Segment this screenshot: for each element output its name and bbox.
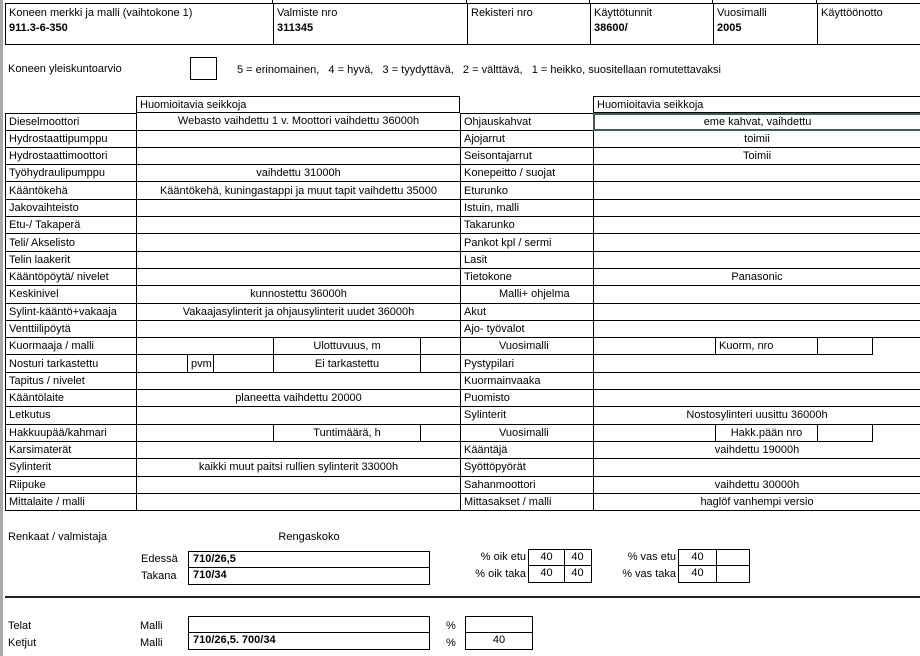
header-cell bbox=[273, 3, 467, 45]
table-row bbox=[460, 390, 920, 407]
table-row bbox=[460, 373, 920, 390]
front-label: Edessä bbox=[141, 553, 178, 565]
tracks-label: Telat bbox=[8, 620, 32, 632]
row-label: Ajo- työvalot bbox=[460, 321, 593, 338]
header-cell-label: Vuosimalli bbox=[717, 7, 767, 19]
header-cell-value[interactable]: 38600/ bbox=[594, 22, 628, 34]
header-cell bbox=[817, 3, 920, 45]
table-row bbox=[5, 252, 460, 269]
row-label: Venttiilipöytä bbox=[5, 321, 136, 338]
row-value-cell[interactable] bbox=[136, 234, 460, 251]
table-row bbox=[460, 355, 920, 372]
table-row bbox=[5, 338, 460, 355]
header-cell bbox=[590, 3, 713, 45]
table-row bbox=[460, 459, 920, 476]
table-row bbox=[5, 390, 460, 407]
row-label: Dieselmoottori bbox=[5, 113, 136, 130]
row-value-cell[interactable]: Toimii bbox=[593, 148, 920, 165]
pct-right-front-label: % oik etu bbox=[480, 551, 526, 563]
empty-cell[interactable] bbox=[593, 338, 715, 355]
sub-label-cell: Ulottuvuus, m bbox=[273, 338, 420, 355]
tires-section-label: Renkaat / valmistaja bbox=[8, 531, 108, 543]
row-label: Ajojarrut bbox=[460, 131, 593, 148]
table-row bbox=[460, 200, 920, 217]
row-label: Sylinterit bbox=[5, 459, 136, 476]
table-row bbox=[5, 234, 460, 251]
chains-label: Ketjut bbox=[8, 637, 37, 649]
table-row bbox=[5, 131, 460, 148]
row-value-cell[interactable] bbox=[593, 234, 920, 251]
row-value-cell[interactable] bbox=[136, 200, 460, 217]
row-value-cell[interactable] bbox=[136, 217, 460, 234]
row-value-cell[interactable] bbox=[136, 477, 460, 494]
header-cell bbox=[467, 3, 590, 45]
table-header-cell: Huomioitavia seikkoja bbox=[136, 96, 460, 113]
row-value-cell[interactable]: planeetta vaihdettu 20000 bbox=[136, 390, 460, 407]
table-row bbox=[460, 131, 920, 148]
row-value-cell[interactable] bbox=[593, 304, 920, 321]
row-label: Kuormaaja / malli bbox=[5, 338, 136, 355]
row-label: Jakovaihteisto bbox=[5, 200, 136, 217]
row-label: Mittasakset / malli bbox=[460, 494, 593, 511]
condition-scale-legend: 5 = erinomainen, 4 = hyvä, 3 = tyydyttävä, 2 = välttävä, 1 = heikko, suositellaan romutettavaksi bbox=[237, 64, 721, 76]
table-row bbox=[5, 304, 460, 321]
sub-label-cell: Hakk.pään nro bbox=[715, 425, 817, 442]
row-label: Sylinterit bbox=[460, 407, 593, 424]
row-label: Teli/ Akselisto bbox=[5, 234, 136, 251]
pct-left-front-label: % vas etu bbox=[627, 551, 676, 563]
header-cell-label: Rekisteri nro bbox=[471, 7, 533, 19]
row-value-cell[interactable] bbox=[593, 286, 920, 303]
empty-cell[interactable] bbox=[136, 355, 187, 372]
row-value-cell[interactable]: vaihdettu 19000h bbox=[593, 442, 920, 459]
row-value-cell[interactable] bbox=[136, 131, 460, 148]
table-row bbox=[5, 321, 460, 338]
table-row bbox=[460, 234, 920, 251]
row-label: Seisontajarrut bbox=[460, 148, 593, 165]
row-label: Pankot kpl / sermi bbox=[460, 234, 593, 251]
front-tire-size-cell[interactable]: 710/26,5 bbox=[188, 551, 430, 568]
row-value-cell[interactable]: Nostosylinteri uusittu 36000h bbox=[593, 407, 920, 424]
row-label: Sahanmoottori bbox=[460, 477, 593, 494]
row-value-cell[interactable] bbox=[136, 321, 460, 338]
row-label: Takarunko bbox=[460, 217, 593, 234]
row-label: Vuosimalli bbox=[460, 425, 593, 442]
row-value-cell[interactable] bbox=[136, 407, 460, 424]
pct-right-rear-cell-2[interactable]: 40 bbox=[564, 566, 592, 583]
header-cell-value[interactable]: 911.3-6-350 bbox=[9, 22, 68, 34]
row-value-cell[interactable]: vaihdettu 30000h bbox=[593, 477, 920, 494]
header-cell-value[interactable]: 311345 bbox=[277, 22, 314, 34]
pct-right-front-cell-1[interactable]: 40 bbox=[528, 549, 565, 566]
row-label: Riipuke bbox=[5, 477, 136, 494]
header-cell-value[interactable]: 2005 bbox=[717, 22, 742, 34]
row-spacer bbox=[873, 338, 920, 355]
empty-cell[interactable] bbox=[420, 425, 460, 442]
row-label: Lasit bbox=[460, 252, 593, 269]
table-row bbox=[5, 494, 460, 511]
header-spacer bbox=[460, 96, 593, 113]
empty-cell[interactable] bbox=[420, 355, 460, 372]
sub-label-cell: Kuorm, nro bbox=[715, 338, 817, 355]
row-label: Hydrostaattimoottori bbox=[5, 148, 136, 165]
selected-value-cell[interactable]: eme kahvat, vaihdettu bbox=[593, 113, 920, 130]
row-value-cell[interactable] bbox=[593, 373, 920, 390]
row-value-cell[interactable]: toimii bbox=[593, 131, 920, 148]
table-row bbox=[5, 477, 460, 494]
empty-cell[interactable] bbox=[213, 355, 273, 372]
table-row bbox=[5, 200, 460, 217]
sub-label-cell: Ei tarkastettu bbox=[273, 355, 420, 372]
table-row bbox=[5, 165, 460, 182]
pct-right-front-cell-2[interactable]: 40 bbox=[564, 549, 592, 566]
row-label: Työhydraulipumppu bbox=[5, 165, 136, 182]
table-header-row bbox=[460, 96, 920, 113]
row-value-cell[interactable] bbox=[593, 459, 920, 476]
table-row bbox=[460, 338, 920, 355]
machine-header-table bbox=[5, 3, 920, 45]
header-cell bbox=[5, 3, 273, 45]
row-label: Ohjauskahvat bbox=[460, 113, 593, 130]
pct-right-rear-cell-1[interactable]: 40 bbox=[528, 566, 565, 583]
pct-left-rear-cell-2[interactable] bbox=[716, 566, 750, 583]
row-value-cell[interactable] bbox=[593, 217, 920, 234]
empty-cell[interactable] bbox=[136, 338, 273, 355]
row-label: Hakkuupää/kahmari bbox=[5, 425, 136, 442]
row-value-cell[interactable]: Kääntökehä, kuningastappi ja muut tapit vaihdettu 35000 bbox=[136, 182, 460, 199]
table-row bbox=[460, 113, 920, 130]
table-row bbox=[5, 373, 460, 390]
table-row bbox=[5, 182, 460, 199]
row-value-cell[interactable] bbox=[593, 252, 920, 269]
row-label: Tapitus / nivelet bbox=[5, 373, 136, 390]
row-value-cell[interactable]: Webasto vaihdettu 1 v. Moottori vaihdettu 36000h bbox=[136, 113, 460, 130]
row-value-cell[interactable]: vaihdettu 31000h bbox=[136, 165, 460, 182]
table-row bbox=[5, 459, 460, 476]
row-value-cell[interactable]: Vakaajasylinterit ja ohjausylinterit uudet 36000h bbox=[136, 304, 460, 321]
table-row bbox=[460, 269, 920, 286]
row-value-cell[interactable] bbox=[136, 252, 460, 269]
row-value-cell[interactable] bbox=[593, 182, 920, 199]
row-value-cell[interactable] bbox=[593, 355, 920, 372]
pct-left-rear-cell-1[interactable]: 40 bbox=[678, 566, 717, 583]
row-label: Karsimaterät bbox=[5, 442, 136, 459]
row-label: Nosturi tarkastettu bbox=[5, 355, 136, 372]
table-row bbox=[5, 269, 460, 286]
row-label: Kääntäjä bbox=[460, 442, 593, 459]
row-label: Pystypilari bbox=[460, 355, 593, 372]
header-cell-label: Valmiste nro bbox=[277, 7, 338, 19]
row-label: Etu-/ Takaperä bbox=[5, 217, 136, 234]
pct-left-front-cell-2[interactable] bbox=[716, 549, 750, 566]
tracks-pct-label: % bbox=[446, 620, 456, 632]
row-value-cell[interactable] bbox=[136, 494, 460, 511]
table-row bbox=[5, 148, 460, 165]
empty-cell[interactable] bbox=[817, 338, 873, 355]
sub-label-cell: Tuntimäärä, h bbox=[273, 425, 420, 442]
row-value-cell[interactable] bbox=[593, 390, 920, 407]
table-row bbox=[460, 304, 920, 321]
table-row bbox=[460, 148, 920, 165]
row-label: Kääntölaite bbox=[5, 390, 136, 407]
row-label: Keskinivel bbox=[5, 286, 136, 303]
pvm-label-cell: pvm bbox=[187, 355, 213, 372]
condition-rating-cell[interactable] bbox=[190, 57, 217, 80]
table-row bbox=[5, 425, 460, 442]
sheet-edge bbox=[0, 0, 3, 656]
table-row bbox=[5, 407, 460, 424]
row-spacer bbox=[873, 425, 920, 442]
table-row bbox=[460, 442, 920, 459]
table-row bbox=[460, 407, 920, 424]
empty-cell[interactable] bbox=[593, 425, 715, 442]
tire-size-header: Rengaskoko bbox=[278, 531, 340, 543]
condition-label: Koneen yleiskuntoarvio bbox=[8, 63, 122, 75]
pct-left-rear-label: % vas taka bbox=[622, 568, 676, 580]
row-label: Telin laakerit bbox=[5, 252, 136, 269]
row-label: Letkutus bbox=[5, 407, 136, 424]
header-cell-label: Koneen merkki ja malli (vaihtokone 1) bbox=[9, 7, 193, 19]
tracks-pct-cell[interactable] bbox=[465, 616, 533, 633]
row-value-cell[interactable] bbox=[593, 321, 920, 338]
pct-left-front-cell-1[interactable]: 40 bbox=[678, 549, 717, 566]
table-header-cell: Huomioitavia seikkoja bbox=[593, 96, 920, 113]
right-detail-table bbox=[460, 96, 920, 511]
rear-label: Takana bbox=[141, 570, 177, 582]
row-label: Kääntökehä bbox=[5, 182, 136, 199]
row-label: Kuormainvaaka bbox=[460, 373, 593, 390]
row-value-cell[interactable] bbox=[136, 373, 460, 390]
row-label: Vuosimalli bbox=[460, 338, 593, 355]
row-label: Akut bbox=[460, 304, 593, 321]
rear-tire-size-cell[interactable]: 710/34 bbox=[188, 568, 430, 585]
chains-pct-cell[interactable]: 40 bbox=[465, 633, 533, 650]
row-label: Syöttöpyörät bbox=[460, 459, 593, 476]
header-cell-label: Käyttöönotto bbox=[821, 7, 883, 19]
row-value-cell[interactable]: haglöf vanhempi versio bbox=[593, 494, 920, 511]
table-row bbox=[460, 165, 920, 182]
empty-cell[interactable] bbox=[420, 338, 460, 355]
row-value-cell[interactable]: Panasonic bbox=[593, 269, 920, 286]
table-row bbox=[460, 321, 920, 338]
table-row bbox=[460, 217, 920, 234]
row-label: Kääntöpöytä/ nivelet bbox=[5, 269, 136, 286]
table-row bbox=[460, 286, 920, 303]
left-detail-table bbox=[5, 96, 460, 511]
row-value-cell[interactable] bbox=[136, 269, 460, 286]
row-value-cell[interactable] bbox=[593, 165, 920, 182]
table-row bbox=[5, 355, 460, 372]
tracks-model-cell[interactable] bbox=[188, 616, 430, 633]
row-label: Puomisto bbox=[460, 390, 593, 407]
row-label: Hydrostaattipumppu bbox=[5, 131, 136, 148]
header-spacer bbox=[5, 96, 136, 113]
row-value-cell[interactable] bbox=[136, 442, 460, 459]
row-label: Istuin, malli bbox=[460, 200, 593, 217]
table-row bbox=[460, 182, 920, 199]
header-cell bbox=[713, 3, 817, 45]
row-label: Sylint-kääntö+vakaaja bbox=[5, 304, 136, 321]
header-cell-label: Käyttötunnit bbox=[594, 7, 653, 19]
chains-model-label: Malli bbox=[140, 637, 163, 649]
chains-model-cell[interactable]: 710/26,5. 700/34 bbox=[188, 633, 430, 650]
row-label: Eturunko bbox=[460, 182, 593, 199]
row-value-cell[interactable]: kaikki muut paitsi rullien sylinterit 33000h bbox=[136, 459, 460, 476]
table-row bbox=[5, 217, 460, 234]
table-header-row bbox=[5, 96, 460, 113]
section-divider bbox=[5, 596, 920, 598]
row-label: Malli+ ohjelma bbox=[460, 286, 593, 303]
table-row bbox=[460, 477, 920, 494]
row-label: Konepeitto / suojat bbox=[460, 165, 593, 182]
tracks-model-label: Malli bbox=[140, 620, 163, 632]
row-value-cell[interactable] bbox=[136, 148, 460, 165]
row-label: Tietokone bbox=[460, 269, 593, 286]
row-value-cell[interactable] bbox=[593, 200, 920, 217]
empty-cell[interactable] bbox=[136, 425, 273, 442]
row-value-cell[interactable]: kunnostettu 36000h bbox=[136, 286, 460, 303]
table-row bbox=[5, 442, 460, 459]
pct-right-rear-label: % oik taka bbox=[475, 568, 526, 580]
table-row bbox=[460, 252, 920, 269]
table-row bbox=[5, 113, 460, 130]
table-row bbox=[460, 425, 920, 442]
chains-pct-label: % bbox=[446, 637, 456, 649]
empty-cell[interactable] bbox=[817, 425, 873, 442]
table-row bbox=[5, 286, 460, 303]
table-row bbox=[460, 494, 920, 511]
row-label: Mittalaite / malli bbox=[5, 494, 136, 511]
